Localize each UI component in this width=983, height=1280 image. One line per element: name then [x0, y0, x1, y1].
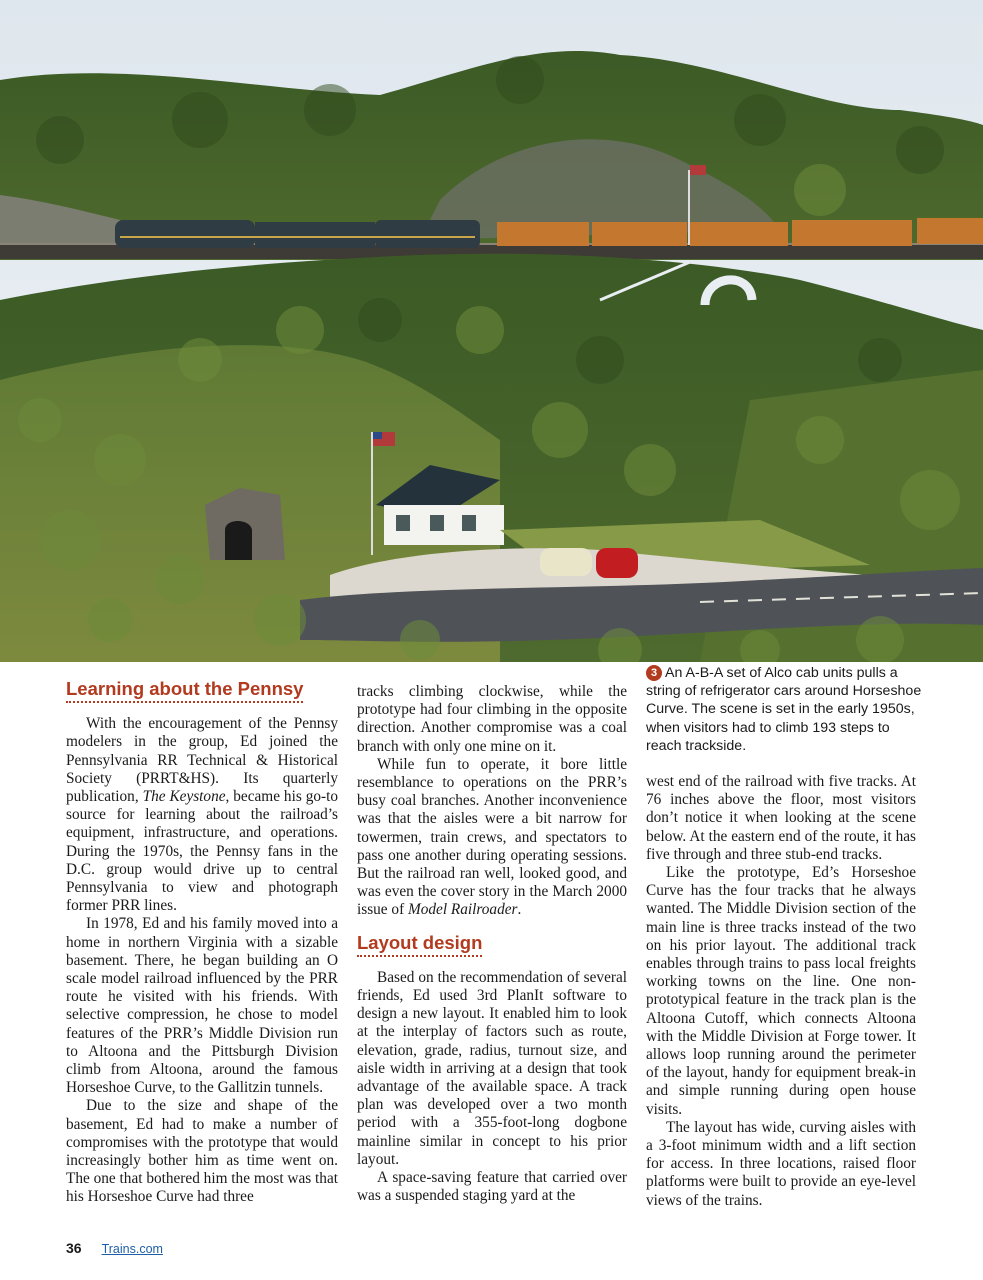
section-heading-learning: Learning about the Pennsy	[66, 680, 303, 703]
section-heading-layout-design: Layout design	[357, 934, 482, 957]
page-number: 36	[66, 1240, 82, 1256]
photo-caption	[646, 664, 928, 755]
col2-paragraph-2	[357, 756, 627, 920]
col1-p1-text-a: With the encouragement of the Pennsy modelers in the group, Ed joined the Pennsylvania RR Technical & Historical Society (PRRT&HS). Its quarterly publication,	[66, 715, 338, 806]
col1-paragraph-2: In 1978, Ed and his family moved into a home in northern Virginia with a sizable basement. There, he began building an O scale model railroad influenced by the PRR route he visited with his friends. With selective compression, he chose to model features of the PRR’s Middle Division run to Altoona and the Pittsburgh Division climb from Altoona, around the famous Horseshoe Curve, to the Gallitzin tunnels.	[66, 915, 338, 1097]
col2-paragraph-3: Based on the recommendation of several friends, Ed used 3rd PlanIt software to design a new layout. It enabled him to look at the interplay of factors such as route, elevation, grade, radius, turnout size, and aisle width in arriving at a design that took advantage of the available space. A track plan was developed over a two month period with a 355-foot-long dogbone mainline similar in concept to his prior layout.	[357, 968, 627, 1168]
page-footer	[66, 1240, 163, 1256]
column-3	[646, 773, 916, 1210]
col1-paragraph-3: Due to the size and shape of the basement, Ed had to make a number of compromises with the prototype that would increasingly bother him as time went on. The one that bothered him the most was that his Horseshoe Curve had three	[66, 1097, 338, 1206]
col3-paragraph-2: Like the prototype, Ed’s Horseshoe Curve has the four tracks that he always wanted. The Middle Division section of the main line is three tracks instead of the two on his prior layout. The additional track enables through trains to pass local freights working towns on the line. One non-prototypical feature in the track plan is the Altoona Cutoff, which connects Altoona with the Middle Division at Forge tower. It allows loop running around the perimeter of the layout, handy for equipment break-in and simple running during open house visits.	[646, 864, 916, 1118]
col1-paragraph-1	[66, 715, 338, 915]
column-2	[357, 683, 627, 1205]
col3-paragraph-3: The layout has wide, curving aisles with a 3-foot minimum width and a lift section for access. In three locations, raised floor platforms were built to provide an eye-level views of the trains.	[646, 1118, 916, 1209]
model-railroader-title: Model Railroader	[408, 901, 518, 919]
site-link[interactable]: Trains.com	[101, 1242, 163, 1256]
column-1	[66, 680, 338, 1207]
col2-paragraph-1: tracks climbing clockwise, while the prototype had four climbing in the opposite direction. Another compromise was a coal branch with only one mine on it.	[357, 683, 627, 755]
figure-number-badge: 3	[646, 665, 662, 681]
col3-paragraph-1: west end of the railroad with five tracks. At 76 inches above the floor, most visitors don’t notice it when looking at the scene below. At the eastern end of the route, it has five through and three stub-end tracks.	[646, 773, 916, 863]
col2-p2-text-b: .	[517, 901, 522, 919]
col2-p2-text-a: While fun to operate, it bore little resemblance to operations on the PRR’s busy coal branches. Another inconvenience was that the aisles were a bit narrow for towermen, train crews, and spectators to pass one another during operating sessions. But the railroad ran well, looked good, and was even the cover story in the March 2000 issue of	[357, 755, 627, 919]
col2-paragraph-4: A space-saving feature that carried over was a suspended staging yard at the	[357, 1169, 627, 1205]
col1-p1-text-b: , became his go-to source for learning about the railroad’s equipment, infrastructure, and operations. During the 1970s, the Pennsy fans in the D.C. group would drive up to central Pennsylvania to view and photograph former PRR lines.	[66, 788, 338, 915]
keystone-title: The Keystone	[142, 788, 226, 806]
caption-text: An A-B-A set of Alco cab units pulls a string of refrigerator cars around Horseshoe Curve. The scene is set in the early 1950s, when visitors had to climb 193 steps to reach trackside.	[646, 665, 922, 754]
train	[115, 218, 983, 248]
